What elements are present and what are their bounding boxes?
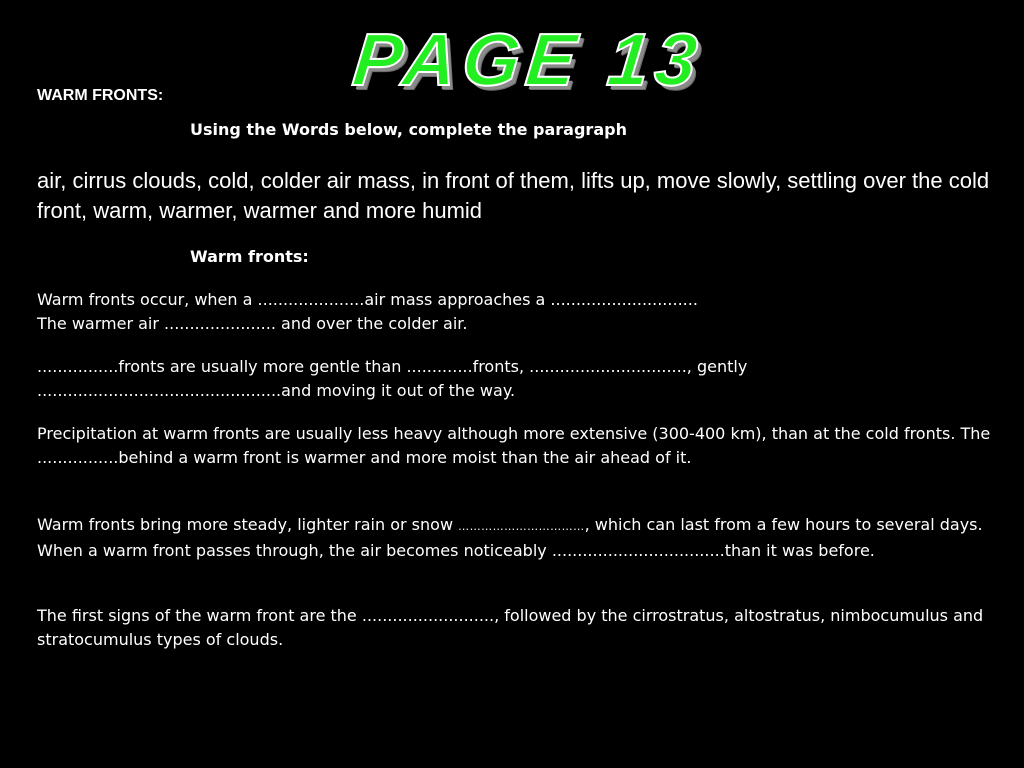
paragraph-1-line-1: Warm fronts occur, when a .....................air mass approaches a .............................: [37, 290, 698, 309]
paragraph-2: ................fronts are usually more gentle than .............fronts, ..............................., gently ................................................and moving it out of the way.: [37, 357, 748, 400]
paragraph-4-blank: ……………………………: [458, 520, 585, 533]
paragraph-5: The first signs of the warm front are the .........................., followed by the cirrostratus, altostratus, nimbocumulus and stratocumulus types of clouds.: [37, 606, 984, 649]
paragraph-4: [37, 513, 997, 563]
page-title: PAGE 13: [349, 18, 707, 101]
paragraph-4-before: Warm fronts bring more steady, lighter rain or snow: [37, 515, 459, 534]
paragraph-1-line-2: The warmer air ...................... and over the colder air.: [37, 314, 468, 333]
word-bank: air, cirrus clouds, cold, colder air mass, in front of them, lifts up, move slowly, settling over the cold front, warm, warmer, warmer and more humid: [37, 168, 990, 223]
section-heading: WARM FRONTS:: [37, 87, 164, 104]
sub-heading: Warm fronts:: [190, 247, 309, 266]
paragraph-1: [37, 288, 997, 336]
instruction-text: Using the Words below, complete the paragraph: [190, 120, 627, 139]
paragraph-4-after: , which can last from a few hours to several days. When a warm front passes through, the air becomes noticeably ..................................than it was before.: [37, 515, 983, 560]
paragraph-3: Precipitation at warm fronts are usually less heavy although more extensive (300-400 km), than at the cold fronts. The ................behind a warm front is warmer and more moist than the air ahead of it.: [37, 424, 991, 467]
